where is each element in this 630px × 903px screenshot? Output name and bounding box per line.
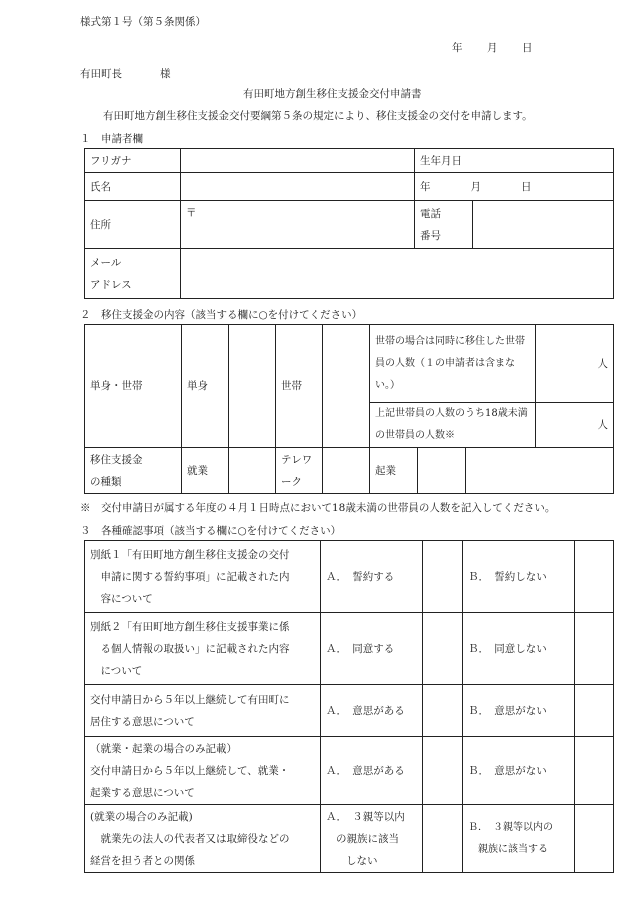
section2-heading: ２ 移住支援金の内容（該当する欄に○を付けてください） [80,309,363,321]
confirm-row [85,541,614,613]
members-count-field[interactable] [536,325,614,403]
date-month-label: 月 [487,42,498,54]
section1-heading: １ 申請者欄 [80,133,143,145]
option-a-line: しない [346,854,378,867]
option-a-label: Ａ． 同意する [321,613,423,685]
option-b-mark-cell[interactable] [575,685,614,737]
option-a-mark-cell[interactable] [423,613,463,685]
option-a-mark-cell[interactable] [423,541,463,613]
option-a-label: Ａ． 意思がある [321,685,423,737]
option-a-mark-cell[interactable] [423,685,463,737]
question-line: 就業先の法人の代表者又は取締役などの [90,832,290,845]
type-label-line2: の種類 [90,475,122,488]
members-label [370,325,536,403]
option-b-mark-cell[interactable] [575,805,614,873]
question-line: 居住する意思について [90,715,195,728]
confirm-question [85,685,321,737]
startup-mark-cell[interactable] [418,448,466,494]
option-a-line: の親族に該当 [336,832,399,845]
furigana-field[interactable] [181,149,415,173]
members-unit: 人 [597,357,608,370]
single-label: 単身 [182,325,229,448]
option-a-label: Ａ． 意思がある [321,737,423,805]
phone-label-line2: 番号 [420,229,441,242]
support-content-table [84,324,614,494]
form-number: 様式第１号（第５条関係） [80,16,206,28]
option-b-label: Ｂ． 誓約しない [463,541,575,613]
household-mark-cell[interactable] [323,325,370,448]
telework-mark-cell[interactable] [323,448,370,494]
under18-line2: の世帯員の人数※ [375,430,455,441]
postal-mark: 〒 [186,207,197,219]
telework-line2: ーク [281,475,302,488]
option-a-label [321,805,423,873]
option-b-mark-cell[interactable] [575,737,614,805]
type-label-line1: 移住支援金 [90,453,143,466]
confirmation-table [84,540,614,873]
single-mark-cell[interactable] [229,325,276,448]
confirm-row [85,613,614,685]
question-line: 経営を担う者との関係 [90,854,195,867]
name-field[interactable] [181,173,415,201]
question-line: 交付申請日から５年以上継続して、就業・ [90,764,290,777]
addressee-suffix: 様 [160,68,171,80]
question-line: (就業の場合のみ記載) [90,810,193,823]
option-b-line: 親族に該当する [478,843,548,855]
date-year-label: 年 [452,42,463,54]
email-label-line1: メール [90,256,122,269]
page-title: 有田町地方創生移住支援金交付申請書 [243,88,422,100]
members-line2: 員の人数（１の申請者は含まな [375,357,515,369]
household-label: 世帯 [276,325,323,448]
option-b-mark-cell[interactable] [575,541,614,613]
confirm-row [85,737,614,805]
confirm-row [85,805,614,873]
birth-year-label: 年 [420,180,431,193]
applicant-table [84,148,614,299]
option-b-label [463,805,575,873]
birthdate-field[interactable] [415,173,614,201]
option-b-label: Ｂ． 同意しない [463,613,575,685]
members-line3: い。） [375,379,400,391]
under18-count-field[interactable] [536,403,614,448]
question-line: る個人情報の取扱い」に記載された内容 [90,642,290,655]
confirm-question [85,737,321,805]
option-a-line: Ａ． ３親等以内 [326,810,405,823]
telework-line1: テレワ [281,453,313,466]
confirm-row [85,685,614,737]
employment-mark-cell[interactable] [229,448,276,494]
question-line: 容について [90,592,153,605]
furigana-label: フリガナ [85,149,181,173]
telework-label [276,448,323,494]
option-b-label: Ｂ． 意思がない [463,737,575,805]
single-household-label: 単身・世帯 [85,325,182,448]
name-label: 氏名 [85,173,181,201]
type-label [85,448,182,494]
email-label-line2: アドレス [90,278,132,291]
date-day-label: 日 [522,42,533,54]
under18-unit: 人 [597,419,608,431]
under18-label [370,403,536,448]
question-line: について [90,664,143,677]
intro-text: 有田町地方創生移住支援金交付要綱第５条の規定により、移住支援金の交付を申請します。 [103,110,533,122]
members-line1: 世帯の場合は同時に移住した世帯 [375,335,525,347]
empty-cell [466,448,536,494]
question-line: 別紙１「有田町地方創生移住支援金の交付 [90,548,290,561]
phone-label [415,201,473,249]
option-a-mark-cell[interactable] [423,805,463,873]
option-b-line: Ｂ． ３親等以内の [468,821,553,833]
phone-label-line1: 電話 [420,207,441,220]
question-line: 交付申請日から５年以上継続して有田町に [90,693,290,706]
question-line: 起業する意思について [90,786,195,799]
question-line: 申請に関する誓約事項」に記載された内 [90,570,290,583]
startup-label: 起業 [370,448,418,494]
option-a-mark-cell[interactable] [423,737,463,805]
birth-month-label: 月 [470,180,481,193]
option-a-label: Ａ． 誓約する [321,541,423,613]
question-line: （就業・起業の場合のみ記載） [90,742,237,755]
email-label [85,249,181,299]
section3-heading: ３ 各種確認事項（該当する欄に○を付けてください） [80,525,342,537]
confirm-question [85,805,321,873]
option-b-mark-cell[interactable] [575,613,614,685]
addressee-name: 有田町長 [80,68,122,80]
under18-line1: 上記世帯員の人数のうち18歳未満 [375,408,528,419]
option-b-label: Ｂ． 意思がない [463,685,575,737]
footnote: ※ 交付申請日が属する年度の４月１日時点において18歳未満の世帯員の人数を記入してください。 [80,502,556,514]
confirm-question [85,541,321,613]
phone-field[interactable] [473,201,614,249]
address-field[interactable] [181,201,415,249]
address-label: 住所 [85,201,181,249]
email-field[interactable] [181,249,614,299]
empty-cell [536,448,614,494]
birth-day-label: 日 [521,180,532,193]
birthdate-label: 生年月日 [415,149,614,173]
employment-label: 就業 [182,448,229,494]
confirm-question [85,613,321,685]
question-line: 別紙２「有田町地方創生移住支援事業に係 [90,620,290,633]
